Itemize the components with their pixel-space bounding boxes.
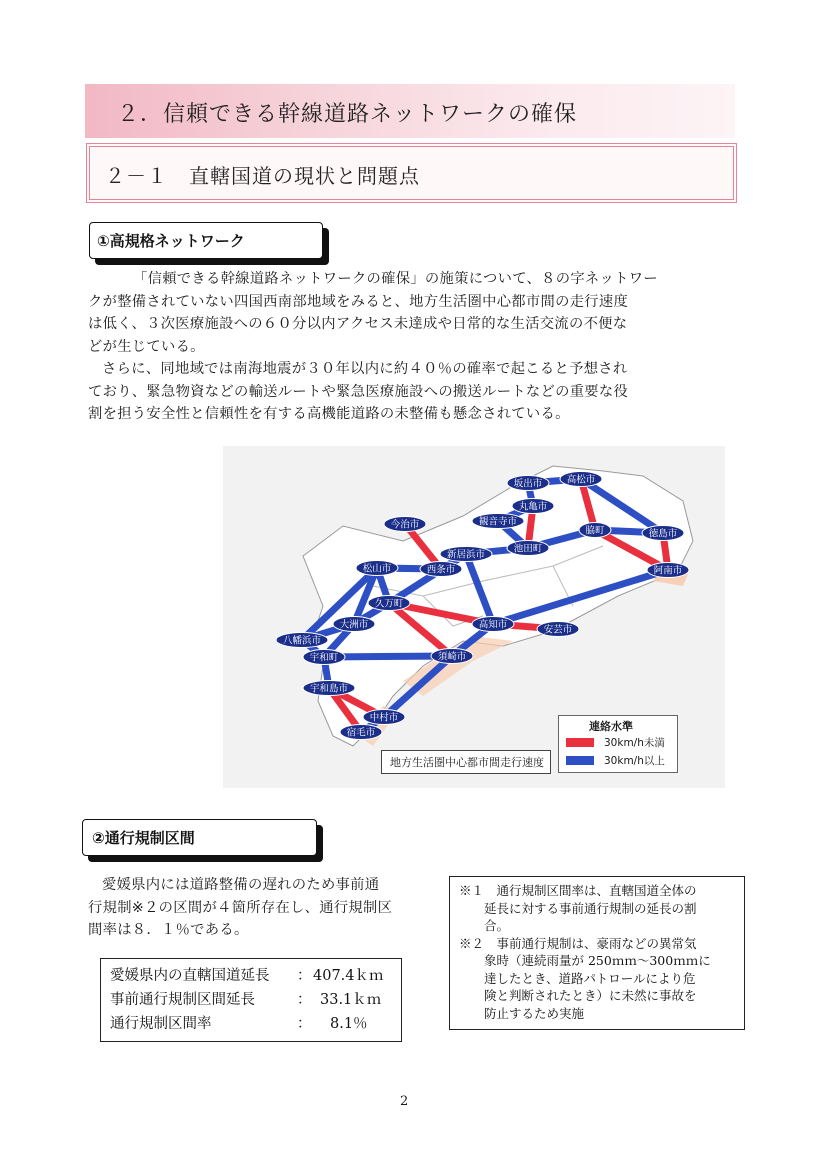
city-label [579,523,611,538]
stat-sep: ： [297,992,312,1008]
city-label [642,526,684,541]
city-name: 今治市 [390,519,420,531]
stat-sep: ： [297,968,312,984]
city-name: 須崎市 [437,651,467,663]
legend-label-fast: 30km/h以上 [604,755,665,767]
city-label [472,617,514,632]
paragraph-line: 間率は８．１％である。 [88,922,249,938]
paragraph-line: どが生じている。 [88,338,205,355]
paragraph-line: クが整備されていない四国西南部地域をみると、地方生活圏中心都市間の走行速度 [88,293,629,310]
paragraph-line: 行規制※２の区間が４箇所存在し、通行規制区 [88,899,393,916]
city-label [303,681,355,696]
paragraph-line: さらに、同地域では南海地震が３０年以内に約４０％の確率で起こると予想され [102,361,628,377]
city-label [440,547,492,562]
city-name: 宇和島市 [309,683,349,695]
note-line: 合。 [459,918,510,933]
stat-value-restricted: 33.1ｋｍ [320,992,382,1008]
note-line: ※２ 事前通行規制は、豪雨などの異常気 [459,935,697,951]
city-name: 宇和町 [309,652,339,664]
city-label [507,541,549,556]
city-name: 観音寺市 [478,516,518,528]
city-name: 坂出市 [513,478,543,490]
paragraph-line: は低く、３次医療施設への６０分以内アクセス未達成や日常的な生活交流の不便な [88,316,628,332]
note-line: 象時（連続雨量が 250ｍｍ～300ｍｍに [459,953,711,968]
section-title: ２－１ 直轄国道の現状と問題点 [105,164,420,188]
legend-title: 連絡水準 [589,720,633,733]
city-label [512,499,554,514]
city-label [276,633,328,648]
city-name: 西条市 [426,564,456,576]
city-name: 脇町 [585,525,605,537]
city-label [368,596,410,611]
paragraph-2 [88,874,448,942]
stat-label-rate: 通行規制区間率 [110,1016,212,1032]
paragraph-line: 愛媛県内には道路整備の遅れのため事前通 [102,877,380,893]
city-name: 池田町 [513,543,543,555]
city-label [431,649,473,664]
city-name: 久万町 [374,598,404,610]
city-label [647,563,689,578]
city-name: 安芸市 [543,624,573,636]
city-label [303,650,345,665]
city-name: 高松市 [566,474,596,486]
note-line: 防止するため実施 [459,1005,585,1021]
stat-label-restricted: 事前通行規制区間延長 [110,992,255,1008]
city-label [560,472,602,487]
stat-sep: ： [297,1016,312,1032]
city-label [420,562,462,577]
legend-label-slow: 30km/h未満 [604,737,665,749]
paragraph-line: 「信頼できる幹線道路ネットワークの確保」の施策について、８の字ネットワー [133,271,658,287]
city-name: 八幡浜市 [282,635,322,647]
city-name: 徳島市 [648,528,678,540]
stat-label-length: 愛媛県内の直轄国道延長 [110,968,270,984]
city-name: 宿毛市 [346,727,376,739]
city-label [507,476,549,491]
notes-list [459,882,711,1022]
chapter-title: ２．信頼できる幹線道路ネットワークの確保 [117,102,578,127]
city-label [363,710,405,725]
city-label [340,725,382,740]
subheading-2-title: ②通行規制区間 [92,829,195,847]
subheading-1-title: ①高規格ネットワーク [97,232,245,250]
city-name: 高知市 [478,619,508,631]
note-line: 険と判断されたとき）に未然に事故を [459,988,697,1003]
stat-value-rate: 8.1％ [330,1016,368,1032]
city-name: 新居浜市 [446,549,486,561]
note-line: 達したとき、道路パトロールにより危 [459,970,696,986]
city-name: 阿南市 [653,565,683,577]
city-label [472,514,524,529]
city-name: 丸亀市 [518,501,548,513]
paragraph-1 [88,268,740,426]
legend-swatch-slow [566,738,594,747]
note-line: ※１ 通行規制区間率は、直轄国道全体の [459,883,697,898]
map-caption: 地方生活圏中心都市間走行速度 [390,756,544,769]
page-number: 2 [400,1094,409,1109]
city-label [356,561,398,576]
city-name: 大洲市 [339,619,369,631]
city-label [537,622,579,637]
city-name: 中村市 [369,712,399,724]
note-line: 延長に対する事前通行規制の延長の割 [459,900,697,916]
paragraph-line: 割を担う安全性と信頼性を有する高機能道路の未整備も懸念されている。 [88,406,570,422]
stat-value-length: 407.4ｋｍ [313,968,384,984]
city-label [384,517,426,532]
paragraph-line: ており、緊急物資などの輸送ルートや緊急医療施設への搬送ルートなどの重要な役 [88,383,629,400]
city-label [333,617,375,632]
legend-swatch-fast [566,756,594,765]
city-name: 松山市 [362,563,392,575]
